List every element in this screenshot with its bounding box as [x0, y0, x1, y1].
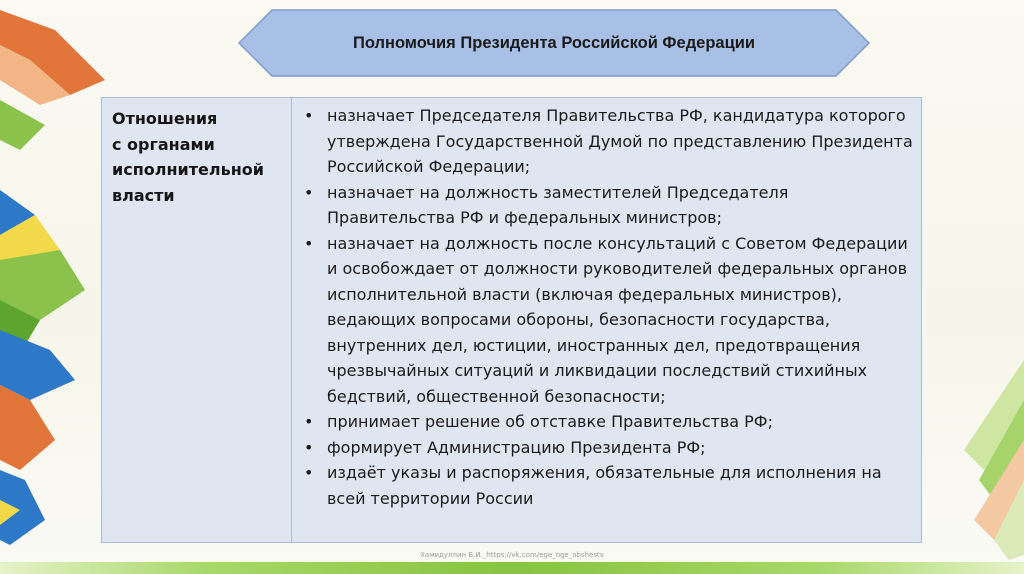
left-ribbon-decoration	[0, 0, 110, 574]
list-item	[304, 460, 913, 511]
bullet-marker: •	[304, 437, 314, 457]
powers-table	[101, 97, 922, 543]
list-item	[304, 103, 913, 180]
section-label: Отношения с органами исполнительной власти	[102, 98, 292, 542]
bullet-marker: •	[304, 412, 314, 431]
bullet-marker: •	[304, 463, 314, 482]
list-item	[304, 409, 913, 435]
title-banner	[238, 9, 870, 77]
page-title: Полномочия Президента Российской Федерации	[352, 33, 756, 52]
power-text: назначает Председателя Правительства РФ, кандидатура которого утверждена Государственной Думой по представлению Президента Российской Федерации;	[327, 106, 913, 176]
power-text: принимает решение об отставке Правительства РФ;	[327, 412, 773, 431]
bottom-accent-bar	[0, 562, 1024, 574]
power-text: назначает на должность после консультаций с Советом Федерации и освобождает от должности руководителей федеральных органов исполнительной власти (включая федеральных министров), ведающих вопросами обороны, безопасности государства, внутренних дел, юстиции, иностранных дел, предотвращения чрезвычайных ситуаций и ликвидации последствий стихийных бедствий, общественной безопасности;	[327, 233, 908, 406]
power-text: назначает на должность заместителей Председателя Правительства РФ и федеральных министров;	[327, 182, 789, 227]
powers-list	[292, 98, 921, 542]
footer-credit: Хамидуллин Б.И._https://vk.com/ege_oge_obshestv	[420, 551, 604, 559]
power-text: издаёт указы и распоряжения, обязательные для исполнения на всей территории России	[327, 463, 882, 508]
right-ribbon-decoration	[924, 0, 1024, 574]
list-item	[304, 231, 913, 410]
list-item	[304, 180, 913, 231]
bullet-marker: •	[304, 233, 314, 253]
bullet-marker: •	[304, 106, 314, 125]
list-item	[304, 435, 913, 461]
bullet-marker: •	[304, 182, 314, 202]
power-text: формирует Администрацию Президента РФ;	[327, 437, 706, 457]
